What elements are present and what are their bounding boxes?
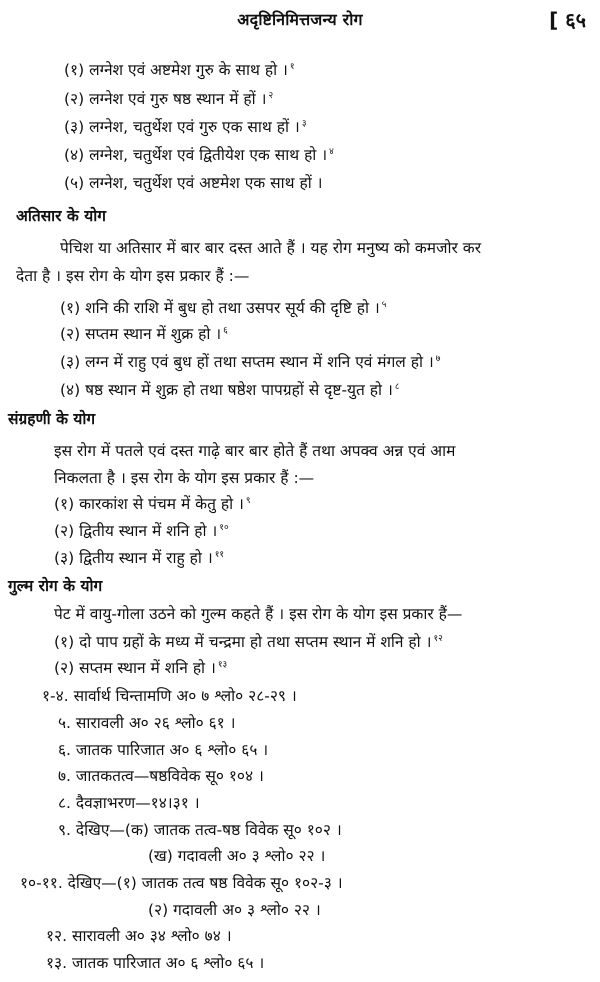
intro-item: (१) लग्नेश एवं अष्टमेश गुरु के साथ हो । $^१$ (64, 61, 295, 79)
footnote: १०-११. देखिए—(१) जातक तत्व षष्ठ विवेक सू० १०२-३ । (20, 874, 343, 892)
atisaar-item: (१) शनि की राशि में बुध हो तथा उसपर सूर्य की दृष्टि हो । $^५$ (60, 299, 387, 317)
gulma-item: (१) दो पाप ग्रहों के मध्य में चन्द्रमा हो तथा सप्तम स्थान में शनि हो । $^{१२}$ (54, 633, 443, 651)
intro-item: (५) लग्नेश, चतुर्थेश एवं अष्टमेश एक साथ हों । (64, 174, 323, 192)
paragraph-line: निकलता है । इस रोग के योग इस प्रकार हैं :— (54, 469, 315, 487)
paragraph-line: इस रोग में पतले एवं दस्त गाढ़े बार बार होते हैं तथा अपक्व अन्न एवं आम (54, 442, 456, 460)
intro-item: (३) लग्नेश, चतुर्थेश एवं गुरु एक साथ हों । $^३$ (64, 118, 307, 136)
footnote: १२. सारावली अ० ३४ श्लो० ७४ । (46, 927, 232, 945)
section-heading-gulma: गुल्म रोग के योग (8, 577, 103, 595)
sangrahani-item: (३) द्वितीय स्थान में राहु हो । $^{११}$ (54, 549, 225, 567)
footnote: ९. देखिए—(क) जातक तत्व-षष्ठ विवेक सू० १०२ । (58, 821, 342, 839)
page-number: [ ६५ (549, 8, 586, 32)
intro-item: (२) लग्नेश एवं गुरु षष्ठ स्थान में हों । $^२$ (64, 90, 274, 108)
paragraph-line: देता है । इस रोग के योग इस प्रकार हैं :— (16, 267, 250, 285)
paragraph-line: पेचिश या अतिसार में बार बार दस्त आते हैं । यह रोग मनुष्य को कमजोर कर (60, 239, 482, 257)
footnote: ७. जातकतत्व—षष्ठविवेक सू० १०४ । (58, 767, 264, 785)
atisaar-item: (३) लग्न में राहु एवं बुध हों तथा सप्तम स्थान में शनि एवं मंगल हो । $^७$ (60, 353, 441, 371)
intro-item: (४) लग्नेश, चतुर्थेश एवं द्वितीयेश एक साथ हो । $^४$ (64, 146, 334, 164)
gulma-item: (२) सप्तम स्थान में शनि हो । $^{१३}$ (54, 659, 228, 677)
section-heading-atisaar: अतिसार के योग (16, 207, 106, 225)
footnote: १३. जातक पारिजात अ० ६ श्लो० ६५ । (46, 954, 265, 972)
atisaar-item: (२) सप्तम स्थान में शुक्र हो । $^६$ (60, 325, 228, 343)
footnote: (ख) गदावली अ० ३ श्लो० २२ । (148, 847, 326, 865)
sangrahani-item: (१) कारकांश से पंचम में केतु हो । $^९$ (54, 495, 251, 513)
footnote: (२) गदावली अ० ३ श्लो० २२ । (148, 901, 321, 919)
footnote: ५. सारावली अ० २६ श्लो० ६१ । (58, 714, 236, 732)
atisaar-item: (४) षष्ठ स्थान में शुक्र हो तथा षष्ठेश पापग्रहों से दृष्ट-युत हो । $^८$ (60, 381, 400, 399)
sangrahani-item: (२) द्वितीय स्थान में शनि हो । $^{१०}$ (54, 522, 229, 540)
footnote: ६. जातक पारिजात अ० ६ श्लो० ६५ । (58, 741, 269, 759)
footnote: १-४. सार्वार्थ चिन्तामणि अ० ७ श्लो० २८-२९ । (42, 687, 297, 705)
footnote: ८. दैवज्ञाभरण—१४।३१ । (58, 794, 200, 812)
paragraph-line: पेट में वायु-गोला उठने को गुल्म कहते हैं । इस रोग के योग इस प्रकार हैं— (54, 605, 463, 623)
page-header-title: अदृष्टिनिमित्तजन्य रोग (237, 10, 363, 29)
section-heading-sangrahani: संग्रहणी के योग (8, 410, 96, 428)
